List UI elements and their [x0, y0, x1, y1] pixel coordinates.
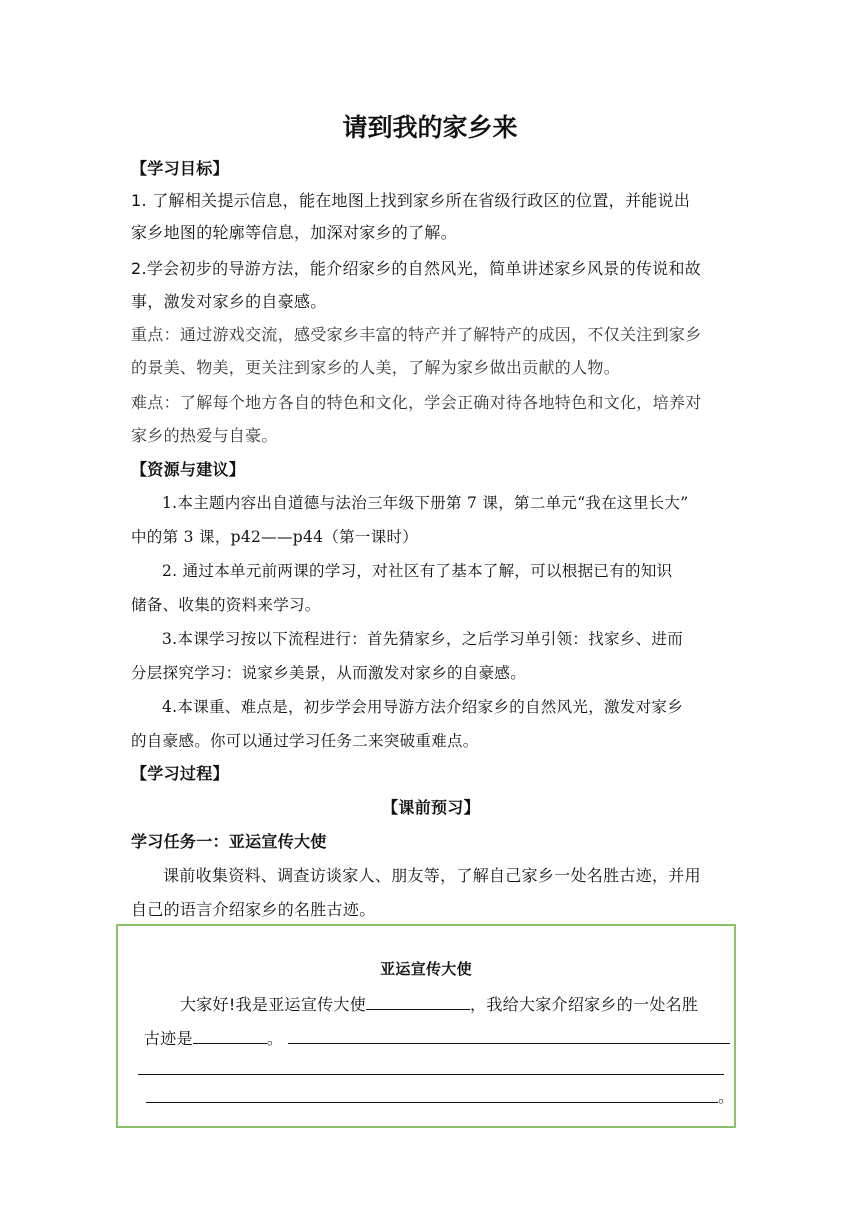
goal-2-line-2: 事，激发对家乡的自豪感。: [131, 292, 327, 311]
goals-heading: 【学习目标】: [131, 159, 229, 178]
resource-2-line-2: 储备、收集的资料来学习。: [131, 596, 321, 614]
difficulty-line-2: 家乡的热爱与自豪。: [131, 426, 278, 445]
resource-1-line-1: 1.本主题内容出自道德与法治三年级下册第 7 课，第二单元“我在这里长大”: [162, 494, 689, 512]
worksheet-line-1: [180, 992, 720, 1016]
goal-1-line-1: 1. 了解相关提示信息，能在地图上找到家乡所在省级行政区的位置，并能说出: [131, 191, 691, 210]
worksheet-intro-text: 大家好!我是亚运宣传大使: [180, 995, 367, 1014]
goal-1-line-2: 家乡地图的轮廓等信息，加深对家乡的了解。: [131, 223, 458, 242]
ambassador-worksheet-box: [116, 924, 736, 1128]
key-point-line-1: 重点：通过游戏交流，感受家乡丰富的特产并了解特产的成因，不仅关注到家乡: [131, 325, 702, 344]
resource-4-line-1: 4.本课重、难点是，初步学会用导游方法介绍家乡的自然风光，激发对家乡: [162, 698, 683, 716]
process-heading: 【学习过程】: [131, 764, 229, 783]
resources-heading: 【资源与建议】: [131, 460, 246, 479]
resource-1-line-2: 中的第 3 课，p42——p44（第一课时）: [131, 528, 419, 546]
key-point-line-2: 的景美、物美，更关注到家乡的人美，了解为家乡做出贡献的人物。: [131, 358, 621, 377]
resource-4-line-2: 的自豪感。你可以通过学习任务二来突破重难点。: [131, 732, 479, 750]
ambassador-name-blank[interactable]: [366, 992, 470, 1010]
description-rule-3[interactable]: [146, 1102, 718, 1103]
worksheet-site-label: 古迹是: [144, 1029, 193, 1048]
worksheet-title: 亚运宣传大使: [380, 960, 472, 978]
worksheet-intro-text-2: ，我给大家介绍家乡的一处名胜: [470, 995, 699, 1014]
page-title: 请到我的家乡来: [342, 113, 518, 142]
goal-2-line-1: 2.学会初步的导游方法，能介绍家乡的自然风光，简单讲述家乡风景的传说和故: [131, 259, 702, 278]
preview-heading: 【课前预习】: [382, 798, 480, 817]
task-1-line-1: 课前收集资料、调查访谈家人、朋友等，了解自己家乡一处名胜古迹，并用: [163, 866, 701, 885]
task-1-heading: 学习任务一：亚运宣传大使: [131, 832, 327, 851]
worksheet-line-2: [144, 1026, 728, 1050]
resource-3-line-2: 分层探究学习：说家乡美景，从而激发对家乡的自豪感。: [131, 664, 527, 682]
resource-3-line-1: 3.本课学习按以下流程进行：首先猜家乡，之后学习单引领：找家乡、进而: [162, 630, 683, 648]
description-rule-1[interactable]: [288, 1043, 730, 1044]
difficulty-line-1: 难点：了解每个地方各自的特色和文化，学会正确对待各地特色和文化，培养对: [131, 393, 702, 412]
site-name-blank[interactable]: [193, 1026, 267, 1044]
description-rule-2[interactable]: [138, 1074, 724, 1075]
worksheet-period: 。: [266, 1029, 284, 1048]
resource-2-line-1: 2. 通过本单元前两课的学习，对社区有了基本了解，可以根据已有的知识: [162, 562, 673, 580]
task-1-line-2: 自己的语言介绍家乡的名胜古迹。: [131, 900, 376, 919]
worksheet-end-period: 。: [718, 1087, 735, 1106]
